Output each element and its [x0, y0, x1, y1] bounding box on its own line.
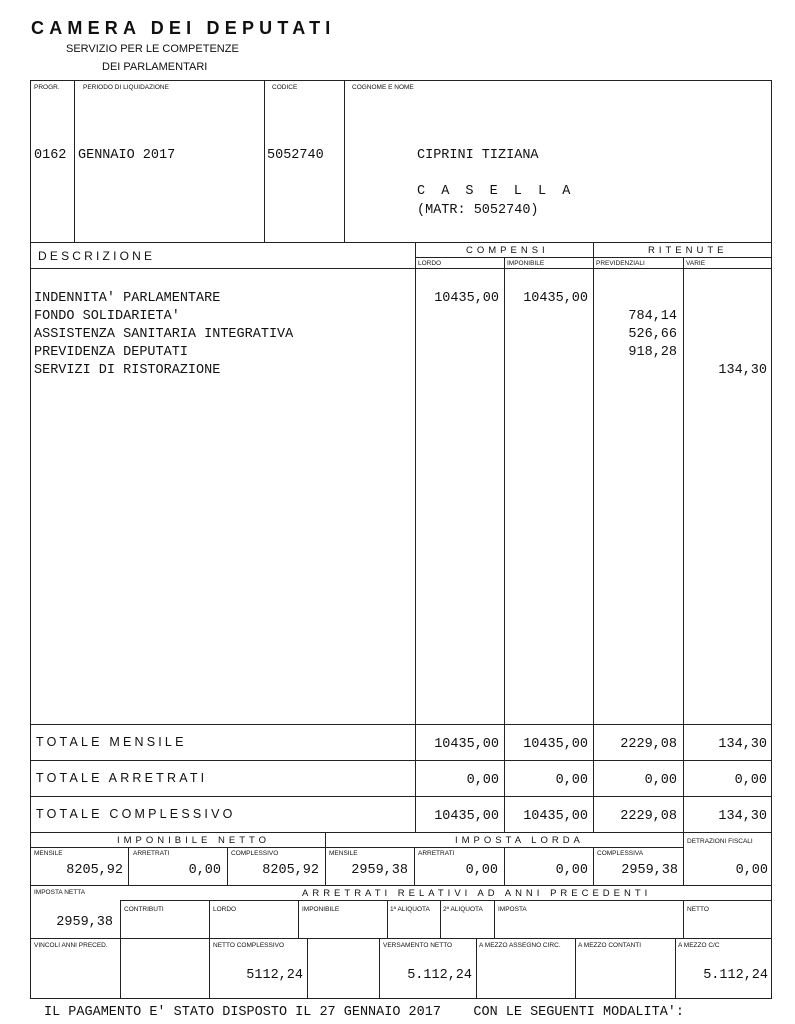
label-periodo: PERIODO DI LIQUIDAZIONE: [83, 84, 169, 91]
total-lordo: 0,00: [466, 773, 499, 788]
table-row: [30, 308, 772, 326]
lorda-complessiva-value: 2959,38: [621, 863, 678, 878]
label-codice: CODICE: [272, 84, 298, 91]
arr-label-netto: NETTO: [687, 906, 709, 913]
arretrati-anni-title: ARRETRATI RELATIVI AD ANNI PRECEDENTI: [302, 888, 652, 899]
total-lordo: 10435,00: [434, 809, 499, 824]
item-varie: 134,30: [718, 363, 767, 378]
lorda-arretrati-value: 0,00: [465, 863, 498, 878]
total-previdenziali: 0,00: [644, 773, 677, 788]
imp-complessivo-value: 8205,92: [262, 863, 319, 878]
pay-label-cc: A MEZZO C/C: [678, 942, 720, 949]
progr-value: 0162: [34, 148, 67, 163]
matr-value: (MATR: 5052740): [417, 203, 539, 218]
col-varie: VARIE: [686, 260, 706, 267]
cc-value: 5.112,24: [703, 968, 768, 983]
item-description: ASSISTENZA SANITARIA INTEGRATIVA: [34, 327, 294, 342]
lorda-extra-value: 0,00: [555, 863, 588, 878]
periodo-value: GENNAIO 2017: [78, 148, 176, 163]
pay-label-versamento-netto: VERSAMENTO NETTO: [383, 942, 453, 949]
document-subtitle-1: SERVIZIO PER LE COMPETENZE: [66, 43, 239, 55]
document-title: CAMERA DEI DEPUTATI: [31, 18, 336, 38]
total-label: TOTALE COMPLESSIVO: [36, 807, 236, 821]
imp-arretrati-value: 0,00: [188, 863, 221, 878]
item-description: INDENNITA' PARLAMENTARE: [34, 291, 221, 306]
arr-label-lordo: LORDO: [213, 906, 237, 913]
item-previdenziali: 784,14: [628, 309, 677, 324]
tax-label-complessivo: COMPLESSIVO: [231, 850, 279, 857]
item-description: FONDO SOLIDARIETA': [34, 309, 180, 324]
imposta-netta-value: 2959,38: [56, 915, 113, 930]
arr-label-imponibile: IMPONIBILE: [302, 906, 340, 913]
total-varie: 134,30: [718, 737, 767, 752]
arr-label-aliquota2: 2ª ALIQUOTA: [443, 906, 483, 913]
col-compensi: COMPENSI: [466, 245, 549, 256]
total-label: TOTALE MENSILE: [36, 735, 187, 749]
item-previdenziali: 918,28: [628, 345, 677, 360]
label-progr: PROGR.: [34, 84, 60, 91]
document-subtitle-2: DEI PARLAMENTARI: [102, 61, 208, 73]
total-lordo: 10435,00: [434, 737, 499, 752]
lorda-mensile-value: 2959,38: [351, 863, 408, 878]
total-imponibile: 10435,00: [523, 809, 588, 824]
nome-value: CIPRINI TIZIANA: [417, 148, 539, 163]
arr-label-imposta: IMPOSTA: [498, 906, 527, 913]
table-row: [30, 326, 772, 344]
col-lordo: LORDO: [418, 260, 442, 267]
tax-label-mensile: MENSILE: [34, 850, 63, 857]
total-label: TOTALE ARRETRATI: [36, 771, 208, 785]
item-previdenziali: 526,66: [628, 327, 677, 342]
total-varie: 0,00: [734, 773, 767, 788]
col-previdenziali: PREVIDENZIALI: [596, 260, 645, 267]
arr-label-aliquota1: 1ª ALIQUOTA: [390, 906, 430, 913]
total-previdenziali: 2229,08: [620, 737, 677, 752]
total-imponibile: 10435,00: [523, 737, 588, 752]
pay-label-vincoli: VINCOLI ANNI PRECED.: [34, 942, 108, 949]
imponibile-netto-title: IMPONIBILE NETTO: [117, 835, 271, 846]
table-row: [30, 362, 772, 380]
item-imponibile: 10435,00: [523, 291, 588, 306]
table-row: [30, 344, 772, 362]
col-imponibile: IMPONIBILE: [507, 260, 545, 267]
col-descrizione: DESCRIZIONE: [38, 249, 156, 263]
versamento-netto-value: 5.112,24: [407, 968, 472, 983]
tax-label-complessiva: COMPLESSIVA: [597, 850, 644, 857]
detrazioni-value: 0,00: [735, 863, 768, 878]
payment-footer-text: IL PAGAMENTO E' STATO DISPOSTO IL 27 GENNAIO 2017 CON LE SEGUENTI MODALITA':: [44, 1005, 685, 1020]
tax-label-mensile2: MENSILE: [329, 850, 358, 857]
imposta-lorda-title: IMPOSTA LORDA: [455, 835, 584, 846]
total-imponibile: 0,00: [555, 773, 588, 788]
label-cognome: COGNOME E NOME: [352, 84, 414, 91]
netto-complessivo-value: 5112,24: [246, 968, 303, 983]
form-frame: [30, 80, 772, 999]
item-description: SERVIZI DI RISTORAZIONE: [34, 363, 221, 378]
item-lordo: 10435,00: [434, 291, 499, 306]
total-previdenziali: 2229,08: [620, 809, 677, 824]
tax-label-arretrati: ARRETRATI: [133, 850, 170, 857]
pay-label-netto-complessivo: NETTO COMPLESSIVO: [213, 942, 285, 949]
table-row: [30, 290, 772, 308]
imp-mensile-value: 8205,92: [66, 863, 123, 878]
total-varie: 134,30: [718, 809, 767, 824]
col-ritenute: RITENUTE: [648, 245, 728, 256]
tax-label-arretrati2: ARRETRATI: [418, 850, 455, 857]
codice-value: 5052740: [267, 148, 324, 163]
arr-label-contributi: CONTRIBUTI: [124, 906, 164, 913]
imposta-netta-label: IMPOSTA NETTA: [34, 889, 86, 896]
detrazioni-label: DETRAZIONI FISCALI: [687, 838, 753, 845]
pay-label-assegno: A MEZZO ASSEGNO CIRC.: [479, 942, 561, 949]
item-description: PREVIDENZA DEPUTATI: [34, 345, 188, 360]
pay-label-contanti: A MEZZO CONTANTI: [578, 942, 642, 949]
casella-value: C A S E L L A: [417, 184, 575, 199]
